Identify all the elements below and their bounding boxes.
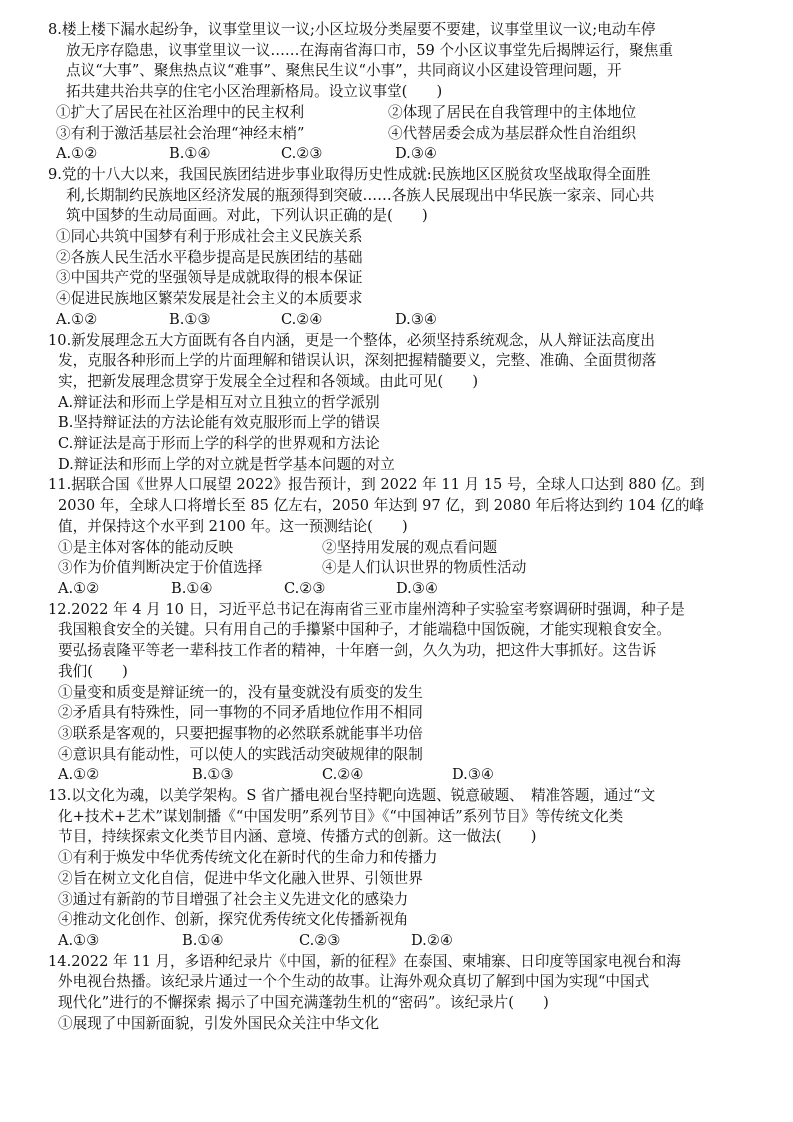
- option[interactable]: ②体现了居民在自我管理中的主体地位: [388, 103, 637, 121]
- stem-line: 外电视台热播。该纪录片通过一个个生动的故事。让海外观众真切了解到中国为实现“中国式: [58, 973, 650, 991]
- option[interactable]: ③中国共产党的坚强领导是成就取得的根本保证: [56, 269, 363, 287]
- choice-c[interactable]: C.②④: [322, 766, 364, 784]
- choice-b[interactable]: B.①④: [169, 145, 211, 163]
- stem-line: 9.党的十八大以来，我国民族团结进步事业取得历史性成就:民族地区区脱贫攻坚战取得全面胜: [48, 165, 651, 183]
- option[interactable]: ③有利于激活基层社会治理“神经末梢”: [56, 124, 305, 142]
- option-list: [48, 227, 763, 310]
- choice-c[interactable]: C.②③: [299, 931, 341, 949]
- option[interactable]: ①是主体对客体的能动反映: [58, 538, 234, 556]
- stem-line: 要弘扬袁隆平等老一辈科技工作者的精神，十年磨一剑，久久为功，把这件大事抓好。这告诉: [58, 642, 657, 660]
- option[interactable]: ①有利于焕发中华优秀传统文化在新时代的生命力和传播力: [58, 849, 438, 867]
- choice-a[interactable]: A.①②: [56, 310, 98, 328]
- question-stem: [48, 331, 763, 393]
- stem-line: 8.楼上楼下漏水起纷争，议事堂里议一议;小区垃圾分类屋要不要建，议事堂里议一议;电动车停: [48, 21, 656, 38]
- option-list: [48, 393, 763, 476]
- option-row: [48, 538, 763, 559]
- option-list: [48, 683, 763, 766]
- question-11: [48, 475, 763, 599]
- answer-choices: [48, 310, 763, 331]
- stem-line: 现代化”进行的不懈探索 揭示了中国充满蓬勃生机的“密码”。该纪录片( ): [58, 994, 549, 1012]
- choice-d[interactable]: D.③④: [452, 766, 494, 784]
- choice-d[interactable]: D.③④: [395, 310, 437, 328]
- stem-line: 发，克服各种形而上学的片面理解和错误认识，深刻把握精髓要义，完整、准确、全面贯彻落: [58, 352, 657, 370]
- option[interactable]: ②旨在树立文化自信，促进中华文化融入世界、引领世界: [58, 869, 423, 887]
- question-stem: [48, 600, 763, 683]
- stem-line: 我国粮食安全的关键。只有用自己的手攥紧中国种子，才能端稳中国饭碗，才能实现粮食安全。: [58, 621, 671, 639]
- stem-line: 14.2022 年 11 月，多语种纪录片《中国，新的征程》在泰国、柬埔寨、日印度等国家电视台和海: [48, 952, 681, 970]
- option[interactable]: ①量变和质变是辩证统一的，没有量变就没有质变的发生: [58, 683, 423, 701]
- question-12: [48, 600, 763, 786]
- choice-d[interactable]: D.③④: [396, 579, 438, 597]
- option-row: [48, 103, 763, 124]
- option[interactable]: ④意识具有能动性，可以使人的实践活动突破规律的限制: [58, 745, 423, 763]
- option[interactable]: ②坚持用发展的观点看问题: [322, 538, 498, 556]
- choice-b[interactable]: B.①④: [182, 931, 224, 949]
- stem-line: 2030 年，全球人口将增长至 85 亿左右，2050 年达到 97 亿，到 2080 年后将达到约 104 亿的峰: [58, 497, 705, 515]
- question-stem: [48, 786, 763, 848]
- question-stem: [48, 475, 763, 537]
- stem-line: 放无序存隐患，议事堂里议一议……在海南省海口市，59 个小区议事堂先后揭牌运行，聚焦重: [66, 41, 673, 59]
- stem-line: 11.据联合国《世界人口展望 2022》报告预计，到 2022 年 11 月 15 号，全球人口达到 880 亿。到: [48, 476, 705, 494]
- option[interactable]: ②各族人民生活水平稳步提高是民族团结的基础: [56, 248, 363, 266]
- stem-line: 实，把新发展理念贯穿于发展全全过程和各领域。由此可见( ): [58, 372, 479, 390]
- choice-c[interactable]: C.②④: [281, 310, 323, 328]
- stem-line: 12.2022 年 4 月 10 日，习近平总书记在海南省三亚市崖州湾种子实验室考察调研时强调，种子是: [48, 600, 685, 618]
- option[interactable]: ①同心共筑中国梦有利于形成社会主义民族关系: [56, 228, 363, 246]
- stem-line: 10.新发展理念五大方面既有各自内涵，更是一个整体，必须坚持系统观念，从人辩证法高度出: [48, 331, 655, 349]
- question-stem: [48, 165, 763, 227]
- stem-line: 拓共建共治共享的住宅小区治理新格局。设立议事堂( ): [66, 83, 443, 101]
- choice-b[interactable]: B.①③: [169, 310, 211, 328]
- option[interactable]: ④是人们认识世界的物质性活动: [322, 559, 527, 577]
- stem-line: 值，并保持这个水平到 2100 年。这一预测结论( ): [58, 517, 408, 535]
- option[interactable]: ④代替居委会成为基层群众性自治组织: [388, 124, 637, 142]
- stem-line: 点议“大事”、聚焦热点议“难事”、聚焦民生议“小事”，共同商议小区建设管理问题，开: [66, 62, 622, 80]
- option-list: [48, 1014, 763, 1035]
- option-d[interactable]: D.辩证法和形而上学的对立就是哲学基本问题的对立: [58, 455, 395, 473]
- question-9: [48, 165, 763, 331]
- option[interactable]: ④促进民族地区繁荣发展是社会主义的本质要求: [56, 290, 363, 308]
- option[interactable]: ②矛盾具有特殊性，同一事物的不同矛盾地位作用不相同: [58, 704, 423, 722]
- question-13: [48, 786, 763, 952]
- option-list: [48, 848, 763, 931]
- option[interactable]: ①扩大了居民在社区治理中的民主权利: [56, 103, 305, 121]
- question-stem: [48, 20, 763, 103]
- stem-line: 我们( ): [58, 662, 128, 680]
- choice-d[interactable]: D.②④: [411, 931, 453, 949]
- option[interactable]: ④推动文化创作、创新，探究优秀传统文化传播新视角: [58, 911, 409, 929]
- stem-line: 利,长期制约民族地区经济发展的瓶颈得到突破……各族人民展现出中华民族一家亲、同心共: [66, 186, 655, 204]
- option-a[interactable]: A.辩证法和形而上学是相互对立且独立的哲学派别: [58, 393, 380, 411]
- choice-a[interactable]: A.①②: [58, 579, 100, 597]
- answer-choices: [48, 144, 763, 165]
- choice-a[interactable]: A.①③: [58, 931, 100, 949]
- question-8: [48, 20, 763, 165]
- question-10: [48, 331, 763, 476]
- stem-line: 筑中国梦的生动局面画。对此，下列认识正确的是( ): [66, 207, 428, 225]
- option-row: [48, 558, 763, 579]
- question-stem: [48, 952, 763, 1014]
- stem-line: 13.以文化为魂，以美学架构。S 省广播电视台坚持靶向选题、锐意破题、 精准答题，通过“文: [48, 787, 656, 805]
- answer-choices: [48, 579, 763, 600]
- choice-a[interactable]: A.①②: [58, 766, 100, 784]
- stem-line: 节目，持续探索文化类节目内涵、意境、传播方式的创新。这一做法( ): [58, 828, 537, 846]
- option[interactable]: ③联系是客观的，只要把握事物的必然联系就能事半功倍: [58, 724, 423, 742]
- choice-d[interactable]: D.③④: [395, 145, 437, 163]
- answer-choices: [48, 931, 763, 952]
- option-b[interactable]: B.坚持辩证法的方法论能有效克服形而上学的错误: [58, 414, 380, 432]
- option-row: [48, 124, 763, 145]
- choice-b[interactable]: B.①④: [171, 579, 213, 597]
- choice-a[interactable]: A.①②: [56, 145, 98, 163]
- choice-c[interactable]: C.②③: [284, 579, 326, 597]
- choice-c[interactable]: C.②③: [281, 145, 323, 163]
- stem-line: 化+技术+艺术”谋划制播《“中国发明”系列节目》《“中国神话”系列节目》等传统文化类: [58, 807, 624, 825]
- question-14: [48, 952, 763, 1035]
- option[interactable]: ③作为价值判断决定于价值选择: [58, 559, 263, 577]
- option[interactable]: ①展现了中国新面貌，引发外国民众关注中华文化: [58, 1014, 380, 1032]
- choice-b[interactable]: B.①③: [192, 766, 234, 784]
- option-c[interactable]: C.辩证法是高于形而上学的科学的世界观和方法论: [58, 435, 380, 453]
- answer-choices: [48, 765, 763, 786]
- option[interactable]: ③通过有新韵的节目增强了社会主义先进文化的感染力: [58, 890, 409, 908]
